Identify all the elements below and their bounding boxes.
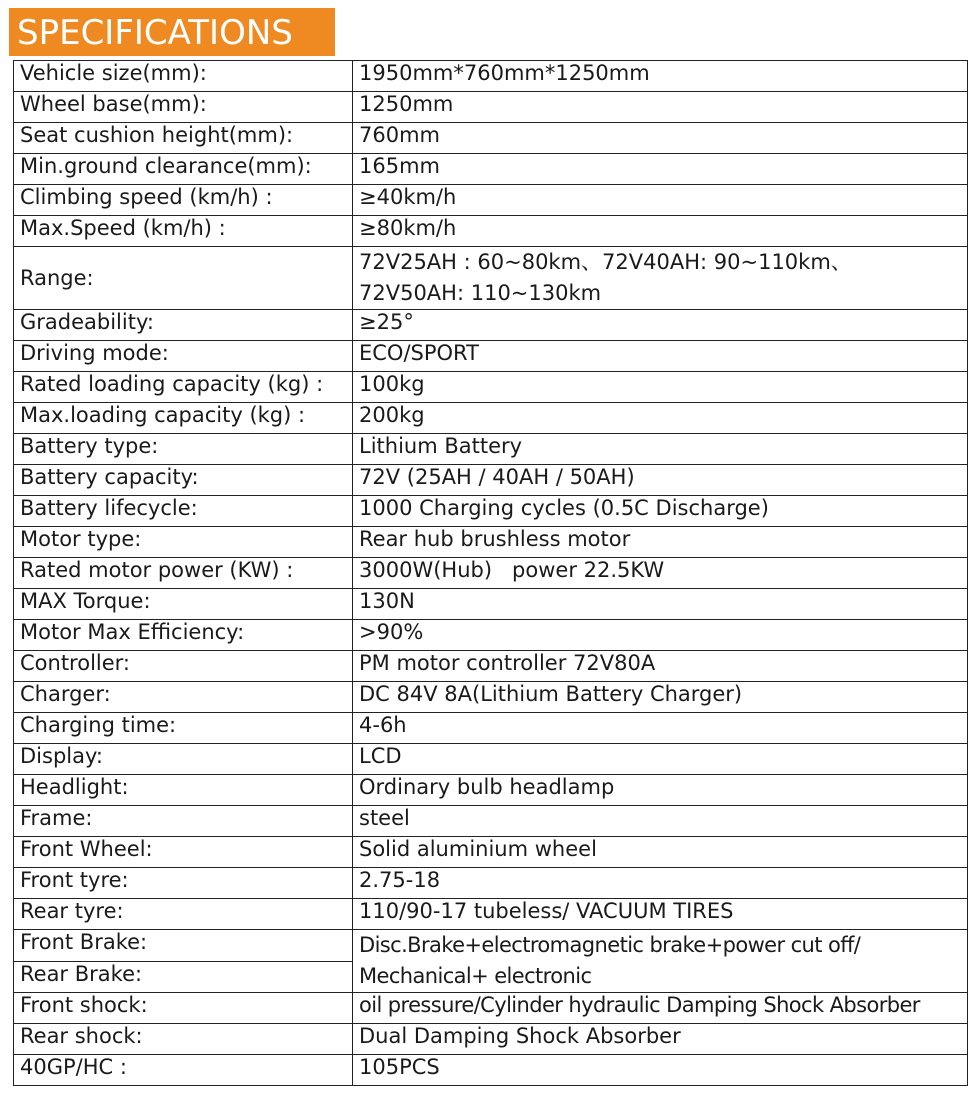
spec-value: 760mm <box>353 123 968 154</box>
spec-label: Controller: <box>14 651 353 682</box>
range-line-2: 72V50AH: 110~130km <box>359 281 602 305</box>
table-row <box>14 61 968 92</box>
spec-label: Rear tyre: <box>14 899 353 930</box>
table-row <box>14 216 968 247</box>
spec-value: Rear hub brushless motor <box>353 527 968 558</box>
spec-value: 130N <box>353 589 968 620</box>
spec-value: ≥80km/h <box>353 216 968 247</box>
spec-label: Motor Max Efficiency: <box>14 620 353 651</box>
table-row <box>14 527 968 558</box>
table-row <box>14 899 968 930</box>
page-title: SPECIFICATIONS <box>9 8 335 56</box>
table-row <box>14 713 968 744</box>
table-row <box>14 744 968 775</box>
spec-label: MAX Torque: <box>14 589 353 620</box>
brake-line-1: Disc.Brake+electromagnetic brake+power cut off/ <box>359 933 861 957</box>
table-row <box>14 123 968 154</box>
spec-label: Max.loading capacity (kg) : <box>14 403 353 434</box>
spec-value: 105PCS <box>353 1055 968 1086</box>
spec-label: Driving mode: <box>14 341 353 372</box>
spec-value: ≥40km/h <box>353 185 968 216</box>
range-line-1: 72V25AH : 60~80km、72V40AH: 90~110km、 <box>359 250 852 274</box>
spec-value: 1950mm*760mm*1250mm <box>353 61 968 92</box>
table-row <box>14 620 968 651</box>
specifications-table <box>13 60 968 1086</box>
spec-label: Vehicle size(mm): <box>14 61 353 92</box>
table-row <box>14 92 968 123</box>
spec-value: 100kg <box>353 372 968 403</box>
spec-label: Rated motor power (KW) : <box>14 558 353 589</box>
spec-label: Charger: <box>14 682 353 713</box>
table-row <box>14 154 968 185</box>
spec-label: Motor type: <box>14 527 353 558</box>
spec-value: 2.75-18 <box>353 868 968 899</box>
table-row <box>14 1024 968 1055</box>
spec-value: >90% <box>353 620 968 651</box>
spec-value-brakes <box>353 930 968 993</box>
spec-value: oil pressure/Cylinder hydraulic Damping Shock Absorber <box>353 993 968 1024</box>
spec-label: Charging time: <box>14 713 353 744</box>
table-row <box>14 651 968 682</box>
table-row <box>14 993 968 1024</box>
table-row <box>14 775 968 806</box>
table-row <box>14 310 968 341</box>
table-row <box>14 589 968 620</box>
table-row <box>14 247 968 310</box>
spec-value: Dual Damping Shock Absorber <box>353 1024 968 1055</box>
table-row <box>14 558 968 589</box>
spec-value: DC 84V 8A(Lithium Battery Charger) <box>353 682 968 713</box>
spec-value: steel <box>353 806 968 837</box>
table-row <box>14 185 968 216</box>
spec-value: PM motor controller 72V80A <box>353 651 968 682</box>
table-row <box>14 1055 968 1086</box>
brake-line-2: Mechanical+ electronic <box>359 964 592 988</box>
spec-value: 165mm <box>353 154 968 185</box>
spec-value: Lithium Battery <box>353 434 968 465</box>
table-row <box>14 868 968 899</box>
spec-value: 1000 Charging cycles (0.5C Discharge) <box>353 496 968 527</box>
table-row <box>14 806 968 837</box>
spec-label: Battery type: <box>14 434 353 465</box>
spec-value: ≥25° <box>353 310 968 341</box>
table-row <box>14 403 968 434</box>
spec-label: Rated loading capacity (kg) : <box>14 372 353 403</box>
spec-value: 3000W(Hub) power 22.5KW <box>353 558 968 589</box>
spec-label: Wheel base(mm): <box>14 92 353 123</box>
spec-label: Min.ground clearance(mm): <box>14 154 353 185</box>
spec-label: Rear shock: <box>14 1024 353 1055</box>
spec-label: Battery lifecycle: <box>14 496 353 527</box>
spec-label: Rear Brake: <box>14 961 353 993</box>
spec-value: LCD <box>353 744 968 775</box>
spec-label: Frame: <box>14 806 353 837</box>
table-row <box>14 930 968 962</box>
spec-value: 200kg <box>353 403 968 434</box>
spec-value-range <box>353 247 968 310</box>
spec-label: Gradeability: <box>14 310 353 341</box>
table-row <box>14 341 968 372</box>
spec-label: Front shock: <box>14 993 353 1024</box>
spec-value: ECO/SPORT <box>353 341 968 372</box>
table-row <box>14 372 968 403</box>
spec-value: 4-6h <box>353 713 968 744</box>
spec-label: Front tyre: <box>14 868 353 899</box>
spec-label: Headlight: <box>14 775 353 806</box>
table-row <box>14 837 968 868</box>
spec-label: Battery capacity: <box>14 465 353 496</box>
spec-label: Front Wheel: <box>14 837 353 868</box>
table-row <box>14 682 968 713</box>
spec-label: Display: <box>14 744 353 775</box>
spec-label: Climbing speed (km/h) : <box>14 185 353 216</box>
table-row <box>14 434 968 465</box>
spec-value: Ordinary bulb headlamp <box>353 775 968 806</box>
table-row <box>14 465 968 496</box>
spec-value: 72V (25AH / 40AH / 50AH) <box>353 465 968 496</box>
table-row <box>14 496 968 527</box>
spec-label: Max.Speed (km/h) : <box>14 216 353 247</box>
spec-label: 40GP/HC : <box>14 1055 353 1086</box>
spec-label: Front Brake: <box>14 930 353 962</box>
spec-value: Solid aluminium wheel <box>353 837 968 868</box>
spec-label: Seat cushion height(mm): <box>14 123 353 154</box>
spec-label: Range: <box>14 247 353 310</box>
spec-value: 110/90-17 tubeless/ VACUUM TIRES <box>353 899 968 930</box>
spec-value: 1250mm <box>353 92 968 123</box>
